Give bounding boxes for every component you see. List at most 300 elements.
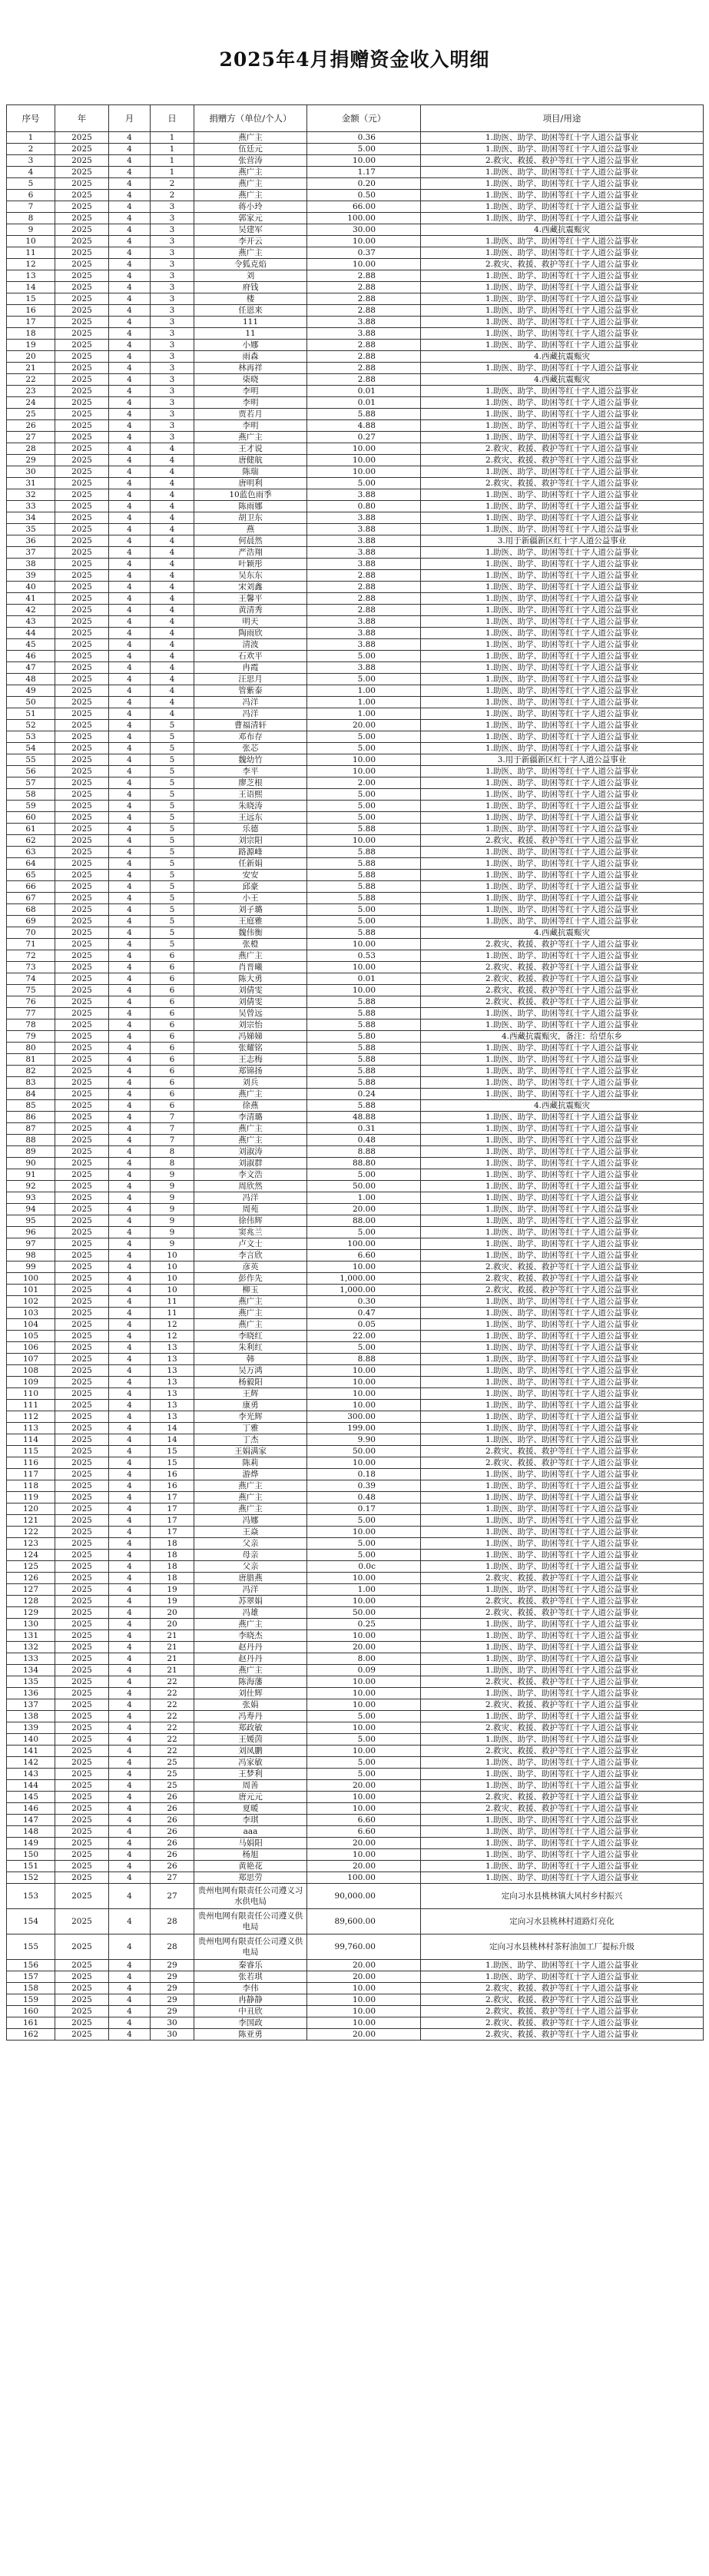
cell-month: 4 (109, 1215, 151, 1227)
cell-year: 2025 (55, 1377, 109, 1388)
cell-purpose: 1.助医、助学、助困等红十字人道公益事业 (421, 293, 704, 305)
cell-index: 131 (7, 1630, 55, 1642)
cell-year: 2025 (55, 962, 109, 973)
cell-purpose: 1.助医、助学、助困等红十字人道公益事业 (421, 570, 704, 582)
cell-year: 2025 (55, 1872, 109, 1884)
cell-index: 139 (7, 1722, 55, 1734)
cell-amount: 20.00 (307, 1838, 421, 1849)
cell-day: 12 (151, 1331, 194, 1342)
cell-index: 157 (7, 1971, 55, 1983)
cell-year: 2025 (55, 1204, 109, 1215)
cell-day: 4 (151, 501, 194, 512)
cell-index: 83 (7, 1077, 55, 1089)
cell-purpose: 1.助医、助学、助困等红十字人道公益事业 (421, 1354, 704, 1365)
cell-year: 2025 (55, 1757, 109, 1769)
cell-index: 96 (7, 1227, 55, 1238)
cell-index: 12 (7, 259, 55, 270)
cell-day: 14 (151, 1434, 194, 1446)
table-row (7, 1665, 704, 1676)
cell-amount: 5.88 (307, 1066, 421, 1077)
table-row (7, 247, 704, 259)
table-row (7, 1031, 704, 1043)
cell-donor: 宋刘鑫 (194, 582, 307, 593)
cell-amount: 0.24 (307, 1089, 421, 1100)
table-row (7, 731, 704, 743)
cell-purpose: 1.助医、助学、助困等红十字人道公益事业 (421, 1642, 704, 1653)
cell-month: 4 (109, 1066, 151, 1077)
cell-month: 4 (109, 1123, 151, 1135)
cell-donor: 父亲 (194, 1538, 307, 1550)
cell-year: 2025 (55, 927, 109, 939)
cell-year: 2025 (55, 1527, 109, 1538)
cell-index: 110 (7, 1388, 55, 1400)
cell-purpose: 1.助医、助学、助困等红十字人道公益事业 (421, 904, 704, 916)
cell-month: 4 (109, 835, 151, 847)
cell-year: 2025 (55, 697, 109, 708)
cell-day: 6 (151, 1089, 194, 1100)
cell-month: 4 (109, 777, 151, 789)
cell-year: 2025 (55, 524, 109, 535)
cell-amount: 10.00 (307, 835, 421, 847)
cell-index: 138 (7, 1711, 55, 1722)
cell-amount: 5.00 (307, 731, 421, 743)
cell-year: 2025 (55, 1112, 109, 1123)
table-row (7, 201, 704, 213)
cell-donor: 陈雨娜 (194, 501, 307, 512)
cell-amount: 5.88 (307, 1008, 421, 1019)
cell-day: 26 (151, 1849, 194, 1861)
cell-month: 4 (109, 132, 151, 144)
table-row (7, 340, 704, 351)
cell-month: 4 (109, 270, 151, 282)
table-row (7, 236, 704, 247)
cell-day: 22 (151, 1734, 194, 1746)
cell-donor: 黄清秀 (194, 605, 307, 616)
cell-year: 2025 (55, 754, 109, 766)
cell-day: 28 (151, 1909, 194, 1934)
cell-year: 2025 (55, 593, 109, 605)
cell-index: 122 (7, 1527, 55, 1538)
cell-purpose: 1.助医、助学、助困等红十字人道公益事业 (421, 1527, 704, 1538)
cell-month: 4 (109, 743, 151, 754)
cell-amount: 89,600.00 (307, 1909, 421, 1934)
cell-purpose: 2.救灾、救援、救护等红十字人道公益事业 (421, 973, 704, 985)
table-row (7, 455, 704, 466)
table-row (7, 1561, 704, 1573)
cell-year: 2025 (55, 363, 109, 374)
cell-amount: 3.88 (307, 317, 421, 328)
cell-index: 105 (7, 1331, 55, 1342)
cell-amount: 3.88 (307, 628, 421, 639)
cell-year: 2025 (55, 1561, 109, 1573)
cell-index: 132 (7, 1642, 55, 1653)
cell-day: 4 (151, 535, 194, 547)
cell-amount: 0.53 (307, 950, 421, 962)
cell-purpose: 1.助医、助学、助困等红十字人道公益事业 (421, 801, 704, 812)
table-row (7, 559, 704, 570)
cell-day: 5 (151, 870, 194, 881)
table-row (7, 1826, 704, 1838)
cell-donor: 管紫泰 (194, 685, 307, 697)
table-row (7, 893, 704, 904)
cell-day: 26 (151, 1826, 194, 1838)
cell-donor: 燕广主 (194, 132, 307, 144)
cell-month: 4 (109, 1734, 151, 1746)
cell-year: 2025 (55, 743, 109, 754)
cell-amount: 5.88 (307, 881, 421, 893)
table-row (7, 1181, 704, 1192)
cell-donor: 刘淑涛 (194, 1146, 307, 1158)
table-row (7, 570, 704, 582)
cell-month: 4 (109, 1019, 151, 1031)
cell-year: 2025 (55, 777, 109, 789)
cell-month: 4 (109, 1319, 151, 1331)
cell-amount: 0.17 (307, 1503, 421, 1515)
cell-donor: 汪思月 (194, 674, 307, 685)
cell-purpose: 2.救灾、救援、救护等红十字人道公益事业 (421, 1792, 704, 1803)
cell-purpose: 1.助医、助学、助困等红十字人道公益事业 (421, 1665, 704, 1676)
cell-donor: 李晓红 (194, 1331, 307, 1342)
cell-purpose: 1.助医、助学、助困等红十字人道公益事业 (421, 363, 704, 374)
cell-index: 103 (7, 1308, 55, 1319)
cell-donor: 夏暖 (194, 1803, 307, 1815)
cell-amount: 10.00 (307, 455, 421, 466)
cell-index: 38 (7, 559, 55, 570)
cell-donor: 中丑欣 (194, 2006, 307, 2017)
table-row (7, 697, 704, 708)
cell-donor: 朱利红 (194, 1342, 307, 1354)
cell-donor: 刘倩雯 (194, 996, 307, 1008)
cell-day: 26 (151, 1803, 194, 1815)
cell-index: 119 (7, 1492, 55, 1503)
cell-year: 2025 (55, 1227, 109, 1238)
cell-year: 2025 (55, 916, 109, 927)
cell-day: 5 (151, 927, 194, 939)
cell-donor: 周苑 (194, 1204, 307, 1215)
cell-month: 4 (109, 893, 151, 904)
cell-year: 2025 (55, 501, 109, 512)
cell-donor: 徐燕 (194, 1100, 307, 1112)
cell-index: 5 (7, 178, 55, 190)
cell-year: 2025 (55, 1515, 109, 1527)
cell-donor: 游烨 (194, 1469, 307, 1480)
table-row (7, 1849, 704, 1861)
cell-month: 4 (109, 466, 151, 478)
cell-day: 8 (151, 1158, 194, 1169)
cell-day: 6 (151, 996, 194, 1008)
table-row (7, 351, 704, 363)
cell-donor: 唐腊燕 (194, 1573, 307, 1584)
cell-month: 4 (109, 789, 151, 801)
cell-purpose: 1.助医、助学、助困等红十字人道公益事业 (421, 1561, 704, 1573)
cell-day: 9 (151, 1227, 194, 1238)
cell-donor: 贵州电网有限责任公司遵义习水供电局 (194, 1884, 307, 1909)
table-row (7, 708, 704, 720)
table-row (7, 1261, 704, 1273)
cell-donor: 燕广主 (194, 1296, 307, 1308)
cell-month: 4 (109, 1043, 151, 1054)
cell-index: 21 (7, 363, 55, 374)
cell-month: 4 (109, 259, 151, 270)
cell-donor: 张橙 (194, 939, 307, 950)
table-row (7, 766, 704, 777)
table-row (7, 582, 704, 593)
table-row (7, 1596, 704, 1607)
cell-purpose: 2.救灾、救援、救护等红十字人道公益事业 (421, 455, 704, 466)
cell-year: 2025 (55, 1676, 109, 1688)
cell-purpose: 1.助医、助学、助困等红十字人道公益事业 (421, 1192, 704, 1204)
cell-year: 2025 (55, 1457, 109, 1469)
cell-donor: 赵丹丹 (194, 1642, 307, 1653)
table-row (7, 628, 704, 639)
cell-month: 4 (109, 1515, 151, 1527)
cell-amount: 3.88 (307, 489, 421, 501)
cell-amount: 10.00 (307, 1527, 421, 1538)
cell-day: 4 (151, 443, 194, 455)
cell-month: 4 (109, 524, 151, 535)
cell-amount: 5.00 (307, 674, 421, 685)
cell-purpose: 1.助医、助学、助困等红十字人道公益事业 (421, 1849, 704, 1861)
cell-purpose: 1.助医、助学、助困等红十字人道公益事业 (421, 340, 704, 351)
cell-day: 1 (151, 167, 194, 178)
cell-year: 2025 (55, 1008, 109, 1019)
cell-donor: 邱豪 (194, 881, 307, 893)
cell-donor: 曹福清轩 (194, 720, 307, 731)
cell-year: 2025 (55, 190, 109, 201)
cell-month: 4 (109, 1757, 151, 1769)
cell-purpose: 1.助医、助学、助困等红十字人道公益事业 (421, 651, 704, 662)
cell-index: 77 (7, 1008, 55, 1019)
cell-month: 4 (109, 950, 151, 962)
cell-index: 124 (7, 1550, 55, 1561)
cell-purpose: 1.助医、助学、助困等红十字人道公益事业 (421, 1872, 704, 1884)
cell-purpose: 2.救灾、救援、救护等红十字人道公益事业 (421, 1722, 704, 1734)
cell-purpose: 1.助医、助学、助困等红十字人道公益事业 (421, 1815, 704, 1826)
cell-purpose: 1.助医、助学、助困等红十字人道公益事业 (421, 132, 704, 144)
cell-month: 4 (109, 420, 151, 432)
table-row (7, 870, 704, 881)
cell-purpose: 1.助医、助学、助困等红十字人道公益事业 (421, 893, 704, 904)
table-row (7, 1642, 704, 1653)
cell-purpose: 1.助医、助学、助困等红十字人道公益事业 (421, 420, 704, 432)
cell-day: 9 (151, 1169, 194, 1181)
cell-month: 4 (109, 351, 151, 363)
cell-index: 133 (7, 1653, 55, 1665)
cell-purpose: 1.助医、助学、助困等红十字人道公益事业 (421, 1411, 704, 1423)
cell-donor: 雨森 (194, 351, 307, 363)
cell-month: 4 (109, 824, 151, 835)
cell-amount: 10.00 (307, 236, 421, 247)
cell-day: 11 (151, 1296, 194, 1308)
table-row (7, 1492, 704, 1503)
cell-month: 4 (109, 570, 151, 582)
cell-donor: 黄艳花 (194, 1861, 307, 1872)
cell-purpose: 2.救灾、救援、救护等红十字人道公益事业 (421, 1676, 704, 1688)
cell-year: 2025 (55, 1181, 109, 1192)
cell-day: 4 (151, 628, 194, 639)
cell-purpose: 1.助医、助学、助困等红十字人道公益事业 (421, 167, 704, 178)
cell-year: 2025 (55, 1400, 109, 1411)
cell-amount: 0.50 (307, 190, 421, 201)
cell-year: 2025 (55, 132, 109, 144)
cell-amount: 2.88 (307, 363, 421, 374)
cell-day: 22 (151, 1676, 194, 1688)
cell-amount: 88.00 (307, 1215, 421, 1227)
cell-amount: 2.88 (307, 340, 421, 351)
cell-amount: 10.00 (307, 259, 421, 270)
cell-amount: 199.00 (307, 1423, 421, 1434)
cell-day: 3 (151, 363, 194, 374)
cell-day: 6 (151, 985, 194, 996)
cell-amount: 8.88 (307, 1354, 421, 1365)
cell-year: 2025 (55, 1388, 109, 1400)
cell-donor: 李平 (194, 766, 307, 777)
table-row (7, 1135, 704, 1146)
cell-day: 7 (151, 1123, 194, 1135)
cell-month: 4 (109, 455, 151, 466)
cell-month: 4 (109, 720, 151, 731)
cell-purpose: 1.助医、助学、助困等红十字人道公益事业 (421, 386, 704, 397)
cell-donor: 燕广主 (194, 1089, 307, 1100)
cell-month: 4 (109, 858, 151, 870)
table-row (7, 1884, 704, 1909)
cell-day: 3 (151, 236, 194, 247)
table-row (7, 1803, 704, 1815)
cell-purpose: 1.助医、助学、助困等红十字人道公益事业 (421, 1480, 704, 1492)
cell-day: 4 (151, 466, 194, 478)
cell-day: 4 (151, 674, 194, 685)
cell-donor: 明天 (194, 616, 307, 628)
cell-month: 4 (109, 697, 151, 708)
cell-purpose: 1.助医、助学、助困等红十字人道公益事业 (421, 1112, 704, 1123)
table-row (7, 1550, 704, 1561)
cell-donor: 李言欣 (194, 1250, 307, 1261)
cell-donor: 吴东东 (194, 570, 307, 582)
cell-month: 4 (109, 1342, 151, 1354)
cell-day: 4 (151, 639, 194, 651)
cell-month: 4 (109, 547, 151, 559)
table-row (7, 1043, 704, 1054)
cell-amount: 20.00 (307, 1971, 421, 1983)
cell-index: 155 (7, 1934, 55, 1960)
cell-amount: 20.00 (307, 1780, 421, 1792)
cell-year: 2025 (55, 835, 109, 847)
cell-index: 26 (7, 420, 55, 432)
cell-purpose: 4.西藏抗震赈灾，备注：给望东乡 (421, 1031, 704, 1043)
table-row (7, 2029, 704, 2041)
cell-year: 2025 (55, 881, 109, 893)
cell-year: 2025 (55, 1983, 109, 1994)
cell-amount: 1.00 (307, 1584, 421, 1596)
cell-year: 2025 (55, 616, 109, 628)
cell-donor: 贵州电网有限责任公司遵义供电局 (194, 1909, 307, 1934)
cell-purpose: 2.救灾、救援、救护等红十字人道公益事业 (421, 1596, 704, 1607)
cell-year: 2025 (55, 1192, 109, 1204)
cell-amount: 0.01 (307, 386, 421, 397)
cell-index: 145 (7, 1792, 55, 1803)
cell-amount: 50.00 (307, 1181, 421, 1192)
cell-index: 48 (7, 674, 55, 685)
cell-month: 4 (109, 443, 151, 455)
cell-amount: 0.25 (307, 1619, 421, 1630)
cell-day: 17 (151, 1492, 194, 1503)
cell-purpose: 1.助医、助学、助困等红十字人道公益事业 (421, 1861, 704, 1872)
cell-amount: 10.00 (307, 766, 421, 777)
cell-amount: 5.00 (307, 801, 421, 812)
cell-amount: 0.31 (307, 1123, 421, 1135)
cell-donor: 何晨然 (194, 535, 307, 547)
cell-purpose: 4.西藏抗震赈灾 (421, 1100, 704, 1112)
cell-day: 9 (151, 1215, 194, 1227)
cell-month: 4 (109, 1994, 151, 2006)
cell-donor: 小王 (194, 893, 307, 904)
cell-donor: 李文浩 (194, 1169, 307, 1181)
cell-month: 4 (109, 155, 151, 167)
table-row (7, 1204, 704, 1215)
cell-donor: 冯寿丹 (194, 1711, 307, 1722)
cell-purpose: 1.助医、助学、助困等红十字人道公益事业 (421, 628, 704, 639)
cell-year: 2025 (55, 547, 109, 559)
cell-purpose: 1.助医、助学、助困等红十字人道公益事业 (421, 858, 704, 870)
cell-year: 2025 (55, 443, 109, 455)
cell-day: 5 (151, 916, 194, 927)
table-row (7, 1994, 704, 2006)
cell-year: 2025 (55, 1238, 109, 1250)
cell-purpose: 1.助医、助学、助困等红十字人道公益事业 (421, 1630, 704, 1642)
cell-year: 2025 (55, 478, 109, 489)
cell-donor: 丁杰 (194, 1434, 307, 1446)
cell-index: 80 (7, 1043, 55, 1054)
cell-day: 6 (151, 1043, 194, 1054)
cell-purpose: 2.救灾、救援、救护等红十字人道公益事业 (421, 985, 704, 996)
header-donor: 捐赠方（单位/个人） (194, 105, 307, 132)
table-row (7, 1734, 704, 1746)
cell-month: 4 (109, 847, 151, 858)
cell-day: 3 (151, 386, 194, 397)
cell-purpose: 1.助医、助学、助困等红十字人道公益事业 (421, 201, 704, 213)
cell-index: 86 (7, 1112, 55, 1123)
cell-amount: 3.88 (307, 662, 421, 674)
cell-purpose: 1.助医、助学、助困等红十字人道公益事业 (421, 1388, 704, 1400)
cell-donor: 王远东 (194, 812, 307, 824)
cell-month: 4 (109, 1596, 151, 1607)
cell-month: 4 (109, 1273, 151, 1285)
table-row (7, 1019, 704, 1031)
cell-year: 2025 (55, 950, 109, 962)
table-row (7, 547, 704, 559)
cell-index: 112 (7, 1411, 55, 1423)
cell-month: 4 (109, 512, 151, 524)
cell-day: 19 (151, 1584, 194, 1596)
cell-day: 6 (151, 1008, 194, 1019)
cell-month: 4 (109, 501, 151, 512)
cell-month: 4 (109, 1100, 151, 1112)
cell-month: 4 (109, 1169, 151, 1181)
cell-index: 123 (7, 1538, 55, 1550)
cell-year: 2025 (55, 1849, 109, 1861)
cell-amount: 99,760.00 (307, 1934, 421, 1960)
table-row (7, 1780, 704, 1792)
cell-purpose: 1.助医、助学、助困等红十字人道公益事业 (421, 328, 704, 340)
cell-donor: 冯洋 (194, 697, 307, 708)
cell-day: 30 (151, 2029, 194, 2041)
cell-year: 2025 (55, 1135, 109, 1146)
cell-day: 1 (151, 132, 194, 144)
cell-month: 4 (109, 1538, 151, 1550)
cell-donor: 赵丹丹 (194, 1653, 307, 1665)
table-row (7, 317, 704, 328)
table-row (7, 1146, 704, 1158)
